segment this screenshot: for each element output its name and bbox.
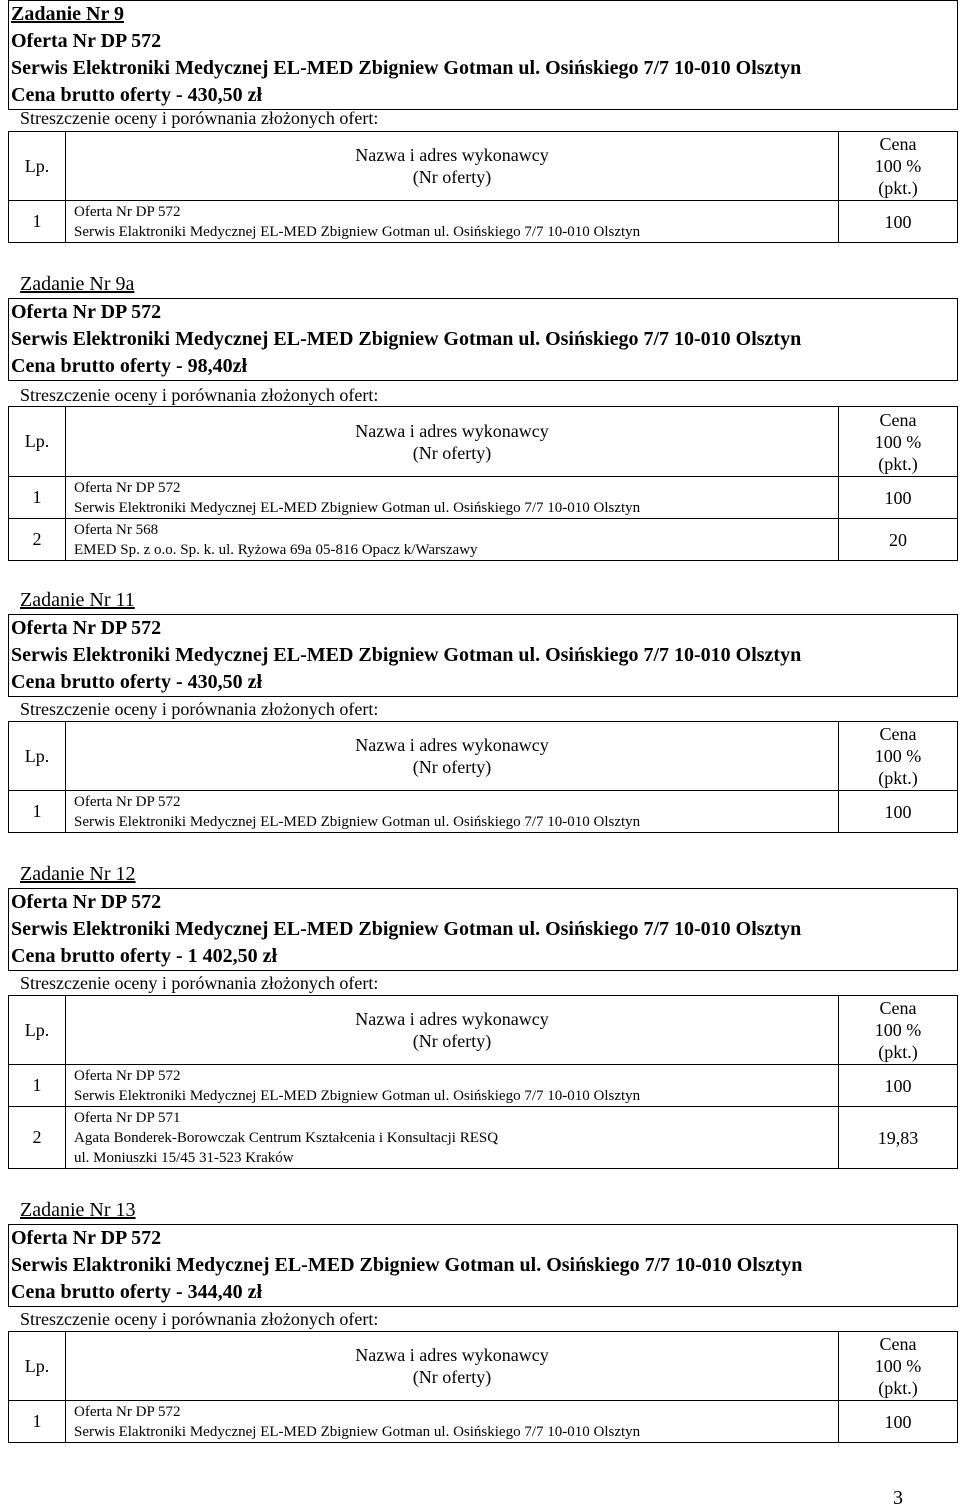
row-address: ul. Moniuszki 15/45 31-523 Kraków bbox=[74, 1149, 294, 1166]
row-name bbox=[66, 791, 839, 833]
row-offer: Oferta Nr DP 571 bbox=[74, 1109, 181, 1126]
header-name-line1: Nazwa i adres wykonawcy bbox=[355, 1345, 549, 1365]
header-points-line3: (pkt.) bbox=[878, 1378, 918, 1398]
row-name bbox=[66, 477, 839, 519]
row-offer: Oferta Nr DP 572 bbox=[74, 1067, 181, 1084]
row-lp: 1 bbox=[9, 201, 66, 243]
header-points-line3: (pkt.) bbox=[878, 453, 918, 474]
task-header-box bbox=[8, 1224, 958, 1307]
row-lp: 1 bbox=[9, 1065, 66, 1107]
header-points-line1: Cena bbox=[879, 134, 917, 154]
row-name bbox=[66, 201, 839, 243]
offer-line: Oferta Nr DP 572 bbox=[11, 617, 162, 639]
row-points: 19,83 bbox=[839, 1107, 958, 1169]
header-name-line1: Nazwa i adres wykonawcy bbox=[355, 420, 549, 441]
company-line: Serwis Elaktroniki Medycznej EL-MED Zbigniew Gotman ul. Osińskiego 7/7 10-010 Olsztyn bbox=[11, 1254, 803, 1276]
header-name-line2: (Nr oferty) bbox=[412, 442, 492, 463]
row-offer: Oferta Nr DP 572 bbox=[74, 479, 181, 496]
table-header-row bbox=[9, 1332, 958, 1401]
header-points-line2: 100 % bbox=[874, 746, 922, 766]
header-points-line1: Cena bbox=[879, 1334, 917, 1354]
price-line: Cena brutto oferty - 430,50 zł bbox=[11, 671, 263, 693]
row-company: Serwis Elaktroniki Medycznej EL-MED Zbigniew Gotman ul. Osińskiego 7/7 10-010 Olsztyn bbox=[74, 223, 641, 240]
offer-line: Oferta Nr DP 572 bbox=[11, 891, 162, 913]
header-points bbox=[839, 722, 958, 791]
offers-table bbox=[8, 1331, 958, 1443]
offers-table bbox=[8, 721, 958, 833]
header-points-line3: (pkt.) bbox=[878, 178, 918, 198]
row-company: Serwis Elektroniki Medycznej EL-MED Zbigniew Gotman ul. Osińskiego 7/7 10-010 Olsztyn bbox=[74, 813, 641, 830]
row-company: Agata Bonderek-Borowczak Centrum Kształcenia i Konsultacji RESQ bbox=[74, 1129, 499, 1146]
company-line: Serwis Elektroniki Medycznej EL-MED Zbigniew Gotman ul. Osińskiego 7/7 10-010 Olsztyn bbox=[11, 328, 802, 350]
offer-line: Oferta Nr DP 572 bbox=[11, 1227, 162, 1249]
price-line: Cena brutto oferty - 344,40 zł bbox=[11, 1281, 263, 1303]
summary-title: Streszczenie oceny i porównania złożonych ofert: bbox=[20, 108, 379, 128]
page-number: 3 bbox=[893, 1487, 903, 1509]
summary-title: Streszczenie oceny i porównania złożonych ofert: bbox=[20, 1309, 379, 1329]
task-header-box bbox=[8, 0, 958, 110]
table-row bbox=[9, 1107, 958, 1169]
table-row bbox=[9, 1401, 958, 1443]
row-lp: 1 bbox=[9, 1401, 66, 1443]
row-points: 100 bbox=[839, 1065, 958, 1107]
header-name bbox=[66, 132, 839, 201]
row-points: 100 bbox=[839, 791, 958, 833]
row-points: 100 bbox=[839, 477, 958, 519]
table-header-row bbox=[9, 722, 958, 791]
header-points bbox=[839, 132, 958, 201]
header-name-line1: Nazwa i adres wykonawcy bbox=[355, 145, 549, 165]
summary-title: Streszczenie oceny i porównania złożonych ofert: bbox=[20, 385, 379, 405]
header-name bbox=[66, 722, 839, 791]
header-name bbox=[66, 996, 839, 1065]
header-points-line2: 100 % bbox=[874, 431, 922, 452]
task-header-box bbox=[8, 614, 958, 697]
row-offer: Oferta Nr DP 572 bbox=[74, 203, 181, 220]
header-lp: Lp. bbox=[9, 996, 66, 1065]
task-header-box bbox=[8, 888, 958, 971]
task-title: Zadanie Nr 13 bbox=[20, 1199, 136, 1221]
row-offer: Oferta Nr DP 572 bbox=[74, 1403, 181, 1420]
company-line: Serwis Elektroniki Medycznej EL-MED Zbigniew Gotman ul. Osińskiego 7/7 10-010 Olsztyn bbox=[11, 57, 802, 79]
header-points bbox=[839, 407, 958, 477]
table-row bbox=[9, 519, 958, 561]
row-company: Serwis Elaktroniki Medycznej EL-MED Zbigniew Gotman ul. Osińskiego 7/7 10-010 Olsztyn bbox=[74, 1423, 641, 1440]
header-points bbox=[839, 996, 958, 1065]
task-title: Zadanie Nr 9 bbox=[11, 3, 124, 25]
header-points-line2: 100 % bbox=[874, 156, 922, 176]
row-offer: Oferta Nr 568 bbox=[74, 521, 159, 538]
header-points-line1: Cena bbox=[879, 724, 917, 744]
row-company: Serwis Elektroniki Medycznej EL-MED Zbigniew Gotman ul. Osińskiego 7/7 10-010 Olsztyn bbox=[74, 1087, 641, 1104]
row-points: 100 bbox=[839, 201, 958, 243]
offer-line: Oferta Nr DP 572 bbox=[11, 30, 162, 52]
header-points-line1: Cena bbox=[879, 409, 917, 430]
company-line: Serwis Elektroniki Medycznej EL-MED Zbigniew Gotman ul. Osińskiego 7/7 10-010 Olsztyn bbox=[11, 644, 802, 666]
header-name bbox=[66, 1332, 839, 1401]
header-points-line1: Cena bbox=[879, 998, 917, 1018]
row-lp: 2 bbox=[9, 519, 66, 561]
company-line: Serwis Elektroniki Medycznej EL-MED Zbigniew Gotman ul. Osińskiego 7/7 10-010 Olsztyn bbox=[11, 918, 802, 940]
table-row bbox=[9, 791, 958, 833]
header-name-line2: (Nr oferty) bbox=[412, 1367, 492, 1387]
row-name bbox=[66, 1107, 839, 1169]
row-points: 20 bbox=[839, 519, 958, 561]
summary-title: Streszczenie oceny i porównania złożonych ofert: bbox=[20, 699, 379, 719]
price-line: Cena brutto oferty - 1 402,50 zł bbox=[11, 945, 278, 967]
header-points-line2: 100 % bbox=[874, 1356, 922, 1376]
header-lp: Lp. bbox=[9, 722, 66, 791]
row-company: EMED Sp. z o.o. Sp. k. ul. Ryżowa 69a 05-816 Opacz k/Warszawy bbox=[74, 541, 478, 558]
header-lp: Lp. bbox=[9, 1332, 66, 1401]
row-points: 100 bbox=[839, 1401, 958, 1443]
header-name-line1: Nazwa i adres wykonawcy bbox=[355, 735, 549, 755]
offer-line: Oferta Nr DP 572 bbox=[11, 301, 162, 323]
summary-title: Streszczenie oceny i porównania złożonych ofert: bbox=[20, 973, 379, 993]
row-name bbox=[66, 1065, 839, 1107]
row-lp: 2 bbox=[9, 1107, 66, 1169]
row-offer: Oferta Nr DP 572 bbox=[74, 793, 181, 810]
row-name bbox=[66, 519, 839, 561]
offers-table bbox=[8, 406, 958, 561]
table-header-row bbox=[9, 132, 958, 201]
offers-table bbox=[8, 995, 958, 1169]
row-company: Serwis Elektroniki Medycznej EL-MED Zbigniew Gotman ul. Osińskiego 7/7 10-010 Olsztyn bbox=[74, 499, 641, 516]
header-lp: Lp. bbox=[9, 132, 66, 201]
table-header-row bbox=[9, 407, 958, 477]
table-row bbox=[9, 1065, 958, 1107]
header-name-line2: (Nr oferty) bbox=[412, 1031, 492, 1051]
header-name-line2: (Nr oferty) bbox=[412, 167, 492, 187]
row-name bbox=[66, 1401, 839, 1443]
header-points-line3: (pkt.) bbox=[878, 768, 918, 788]
header-name bbox=[66, 407, 839, 477]
price-line: Cena brutto oferty - 98,40zł bbox=[11, 355, 248, 377]
row-lp: 1 bbox=[9, 791, 66, 833]
task-title: Zadanie Nr 9a bbox=[20, 273, 135, 295]
header-points-line2: 100 % bbox=[874, 1020, 922, 1040]
task-title: Zadanie Nr 12 bbox=[20, 863, 136, 885]
header-points bbox=[839, 1332, 958, 1401]
table-row bbox=[9, 201, 958, 243]
task-title: Zadanie Nr 11 bbox=[20, 589, 135, 611]
header-points-line3: (pkt.) bbox=[878, 1042, 918, 1062]
table-header-row bbox=[9, 996, 958, 1065]
table-row bbox=[9, 477, 958, 519]
price-line: Cena brutto oferty - 430,50 zł bbox=[11, 84, 263, 106]
offers-table bbox=[8, 131, 958, 243]
header-name-line1: Nazwa i adres wykonawcy bbox=[355, 1009, 549, 1029]
task-header-box bbox=[8, 298, 958, 381]
header-name-line2: (Nr oferty) bbox=[412, 757, 492, 777]
header-lp: Lp. bbox=[9, 407, 66, 477]
row-lp: 1 bbox=[9, 477, 66, 519]
